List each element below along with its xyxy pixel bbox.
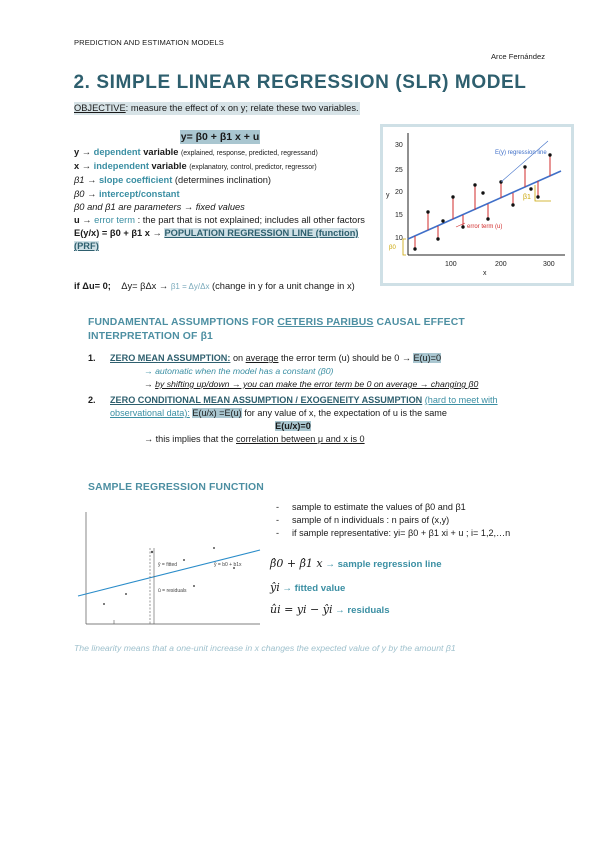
- delta-u-line: if Δu= 0; Δy= βΔx → β1 = Δy/Δx (change in y for a unit change in x): [74, 281, 355, 291]
- bullet-item: - if sample representative: yi= β0 + β1 xi + u ; i= 1,2,…n: [276, 528, 511, 538]
- y-tick: 25: [395, 167, 403, 174]
- beta0-label: β0: [389, 245, 396, 251]
- bullet-item: - sample to estimate the values of β0 and β1: [276, 502, 466, 512]
- objective: [74, 102, 360, 115]
- fitted-value-def: ŷi → fitted value: [270, 581, 346, 594]
- assumption-1: 1. ZERO MEAN ASSUMPTION: on average the error term (u) should be 0 → E(u)=0 → automatic when the model has a constant (β0) → by shifting up/down → you can make the error term be 0 on average → changing β0: [88, 353, 479, 389]
- def-b1: β1 → slope coefficient (determines inclination): [74, 175, 272, 186]
- beta1-label: β1: [523, 194, 531, 201]
- model-formula: y= β0 + β1 x + u: [180, 131, 260, 143]
- x-tick: 200: [495, 261, 507, 268]
- course-header: PREDICTION AND ESTIMATION MODELS: [74, 38, 224, 47]
- section-sample-regression: SAMPLE REGRESSION FUNCTION: [88, 482, 264, 493]
- sample-regression-figure: [74, 508, 264, 632]
- y-tick: 10: [395, 235, 403, 242]
- y-tick: 30: [395, 142, 403, 149]
- def-prf: E(y/x) = β0 + β1 x → POPULATION REGRESSION LINE (function) (PRF): [74, 228, 359, 252]
- x-tick: 300: [543, 261, 555, 268]
- definitions: [74, 146, 366, 254]
- population-regression-figure: [380, 124, 574, 286]
- fitted-label: ŷ = fitted: [158, 562, 178, 568]
- y-axis-label: y: [386, 192, 390, 199]
- sample-bullets: [276, 502, 556, 541]
- def-params: β0 and β1 are parameters → fixed values: [74, 201, 245, 212]
- error-term-label: error term (u): [467, 224, 503, 230]
- residual-label: û = residuals: [158, 588, 187, 594]
- def-u: u → error term : the part that is not explained; includes all other factors: [74, 215, 365, 226]
- sample-regression-line-def: β̂0 + β̂1 x → sample regression line: [270, 557, 442, 570]
- section-fundamental-assumptions: FUNDAMENTAL ASSUMPTIONS FOR CETERIS PARIBUS CAUSAL EFFECT INTERPRETATION OF β1: [88, 317, 465, 342]
- def-y: y → dependent variable (explained, response, predicted, regressand): [74, 147, 318, 157]
- page-title: 2. SIMPLE LINEAR REGRESSION (SLR) MODEL: [73, 72, 527, 93]
- residuals-def: ûi = yi − ŷi → residuals: [270, 603, 390, 616]
- bullet-item: - sample of n individuals : n pairs of (x,y): [276, 515, 450, 525]
- x-tick: 100: [445, 261, 457, 268]
- y-tick: 15: [395, 212, 403, 219]
- author: Arce Fernández: [490, 52, 545, 61]
- objective-text: : measure the effect of x on y; relate these two variables.: [125, 103, 359, 113]
- def-b0: β0 → intercept/constant: [74, 188, 180, 199]
- assumption-2: 2. ZERO CONDITIONAL MEAN ASSUMPTION / EXOGENEITY ASSUMPTION (hard to meet with observational data): E(u/x) =E(u) for any value of x, the expectation of u is the same E(u/x)=0 → this implies that the correlation between μ and x is 0: [88, 395, 498, 444]
- objective-label: OBJECTIVE: [74, 103, 126, 113]
- x-axis-label: x: [483, 270, 487, 277]
- def-x: x → independent variable (explanatory, control, predictor, regressor): [74, 161, 317, 172]
- sample-plot: [74, 508, 264, 632]
- sample-equation: ŷ = b0 + b1x: [214, 562, 242, 568]
- regression-plot: [383, 127, 571, 283]
- linearity-note: The linearity means that a one-unit increase in x changes the expected value of y by the amount β1: [74, 643, 456, 653]
- y-tick: 20: [395, 189, 403, 196]
- regression-line-label: E(y) regression line: [495, 150, 547, 156]
